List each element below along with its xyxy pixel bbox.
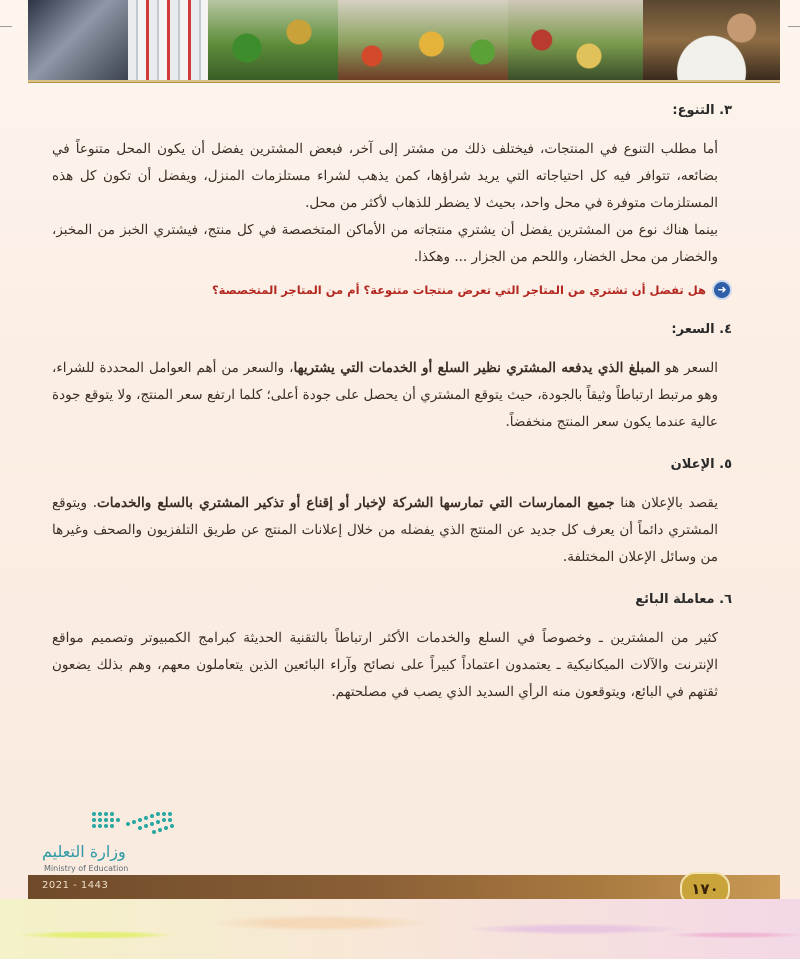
crop-mark (788, 26, 800, 27)
car-photo (28, 0, 128, 80)
vegetables-photo (508, 0, 643, 80)
price-rest: ، والسعر من أهم العوامل المحددة للشراء، وهو مرتبط ارتباطاً وثيقاً بالجودة، حيث يتوقع المشتري أن يحصل على جودة أعلى؛ كلما ارتفع سعر المنتج، ولا يتوقع جودة عالية عندما يكون سعر المنتج منخفضاً. (52, 360, 718, 430)
variety-paragraph-1: أما مطلب التنوع في المنتجات، فيختلف ذلك من مشتر إلى آخر، فبعض المشترين يفضل أن يكون المحل متنوعاً في بضائعه، تتوافر فيه كل احتياجاته التي يريد شراؤها، كمن يذهب لشراء مستلزمات المنزل، ويفضل أن تكون كل هذه المستلزمات متوفرة في محل واحد، بحيث لا يضطر للذهاب لأكثر من محل. (52, 141, 718, 211)
section-heading-advertising: ٥. الإعلان (670, 457, 732, 472)
ministry-logo (42, 806, 192, 873)
vegetables-photo (338, 0, 508, 80)
section-heading-seller: ٦. معاملة البائع (635, 592, 732, 607)
page-number: ١٧٠ (680, 872, 730, 906)
section-heading-price: ٤. السعر: (671, 322, 732, 337)
logo-english-text: Ministry of Education (44, 864, 129, 873)
variety-paragraph-2: بينما هناك نوع من المشترين يفضل أن يشتري منتجاته من الأماكن المتخصصة في كل منتج، فيشتري الخبز من المخبز، والخضار من محل الخضار، واللحم من الجزار ... وهكذا. (52, 222, 718, 265)
crop-mark (0, 26, 12, 27)
header-divider (28, 80, 780, 82)
price-definition: المبلغ الذي يدفعه المشتري نظير السلع أو الخدمات التي يشتريها (293, 360, 661, 376)
price-lead: السعر هو (660, 360, 718, 376)
advertising-rest: . ويتوقع المشتري دائماً أن يعرف كل جديد عن المنتج الذي يفضله من خلال إعلانات المنتج عن طريق التلفزيون والصحف وغيرها من وسائل الإعلان المختلفة. (52, 495, 718, 565)
shelf-photo (128, 0, 208, 80)
advertising-definition: جميع الممارسات التي تمارسها الشركة لإخبار أو إقناع أو تذكير المشتري بالسلع والخدمات (96, 495, 615, 511)
footer-band (28, 875, 780, 899)
discussion-question (52, 279, 732, 301)
page-content (52, 100, 732, 706)
logo-arabic-text: وزارة التعليم (42, 842, 126, 861)
decorative-flowers-image (0, 899, 800, 959)
men-photo (643, 0, 780, 80)
section-heading-variety: ٣. التنوع: (672, 103, 732, 118)
logo-dots-icon (88, 808, 178, 842)
header-photo-strip (28, 0, 780, 83)
vegetables-photo (208, 0, 338, 80)
edition-year: 2021 - 1443 (42, 880, 109, 891)
advertising-lead: يقصد بالإعلان هنا (614, 495, 719, 511)
price-paragraph (52, 355, 732, 436)
advertising-paragraph (52, 490, 732, 571)
arrow-circle-icon: ➜ (712, 280, 732, 300)
seller-paragraph: كثير من المشترين ـ وخصوصاً في السلع والخدمات الأكثر ارتباطاً بالتقنية الحديثة كبرامج الكمبيوتر وتصميم مواقع الإنترنت والآلات الميكانيكية ـ يعتمدون اعتماداً كبيراً على نصائح وآراء البائعين الذين يتعاملون معهم، وهم بذلك يضعون ثقتهم في البائع، ويتوقعون منه الرأي السديد الذي يصب في مصلحتهم. (52, 630, 718, 700)
discussion-question-text: هل تفضل أن تشتري من المتاجر التي تعرض منتجات متنوعة؟ أم من المتاجر المتخصصة؟ (212, 283, 706, 297)
